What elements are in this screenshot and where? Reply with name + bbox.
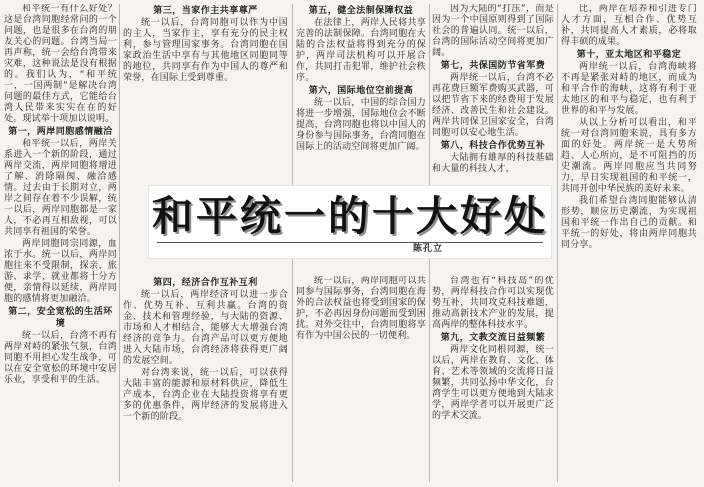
- paragraph: 和平统一有什么好处？这是台湾同胞经常问的一个问题，也是很多在台湾的朋友关心的问题。台湾当局一再声称，统一会给台湾带来灾难，这种说法是没有根据的。我们认为，“和平统一，一国两制”是解决台湾问题的最佳方式，它能给台湾人民带来实实在在的好处。现试举十项加以说明。: [4, 4, 117, 124]
- paragraph: 我们希望台湾同胞能够认清形势，顺应历史潮流，为实现祖国和平统一作出自己的贡献。和平统一的好处，将由两岸同胞共同分享。: [561, 196, 697, 250]
- section-heading: 第七，共保国防节省军费: [440, 61, 546, 71]
- paragraph: 两岸同胞同宗同源，血浓于水。统一以后，两岸同胞往来不受限制，探亲、旅游、求学、就业都将十分方便，亲情得以延续，两岸同胞的感情将更加融洽。: [4, 239, 117, 304]
- paragraph: 统一以后，中国的综合国力将进一步增强，国际地位会不断提高，台湾同胞也将以中国人的身份参与国际事务，台湾同胞在国际上的活动空间将更加广阔。: [296, 98, 426, 152]
- paragraph: 统一以后，两岸经济可以进一步合作、优势互补、互利共赢。台湾的资金、技术和管理经验，与大陆的资源、市场和人才相结合，能够大大增强台湾经济的竞争力。台湾产品可以更方便地进入大陆市场，台湾经济将获得更广阔的发展空间。: [123, 290, 288, 366]
- column-1: [4, 4, 117, 483]
- paragraph: 从以上分析可以看出，和平统一对台湾同胞来说，具有多方面的好处。两岸统一是大势所趋、人心所向，是不可阻挡的历史潮流。两岸同胞应当共同努力，早日实现祖国的和平统一，共同开创中华民族的美好未来。: [561, 118, 697, 194]
- paragraph: 两岸统一以后，台湾海峡将不再是紧张对峙的地区，而成为和平合作的海峡，这将有利于亚太地区的和平与稳定，也有利于世界的和平与发展。: [561, 62, 697, 116]
- section-heading: 第十，亚太地区和平稳定: [576, 50, 682, 60]
- section-heading: 第四，经济合作互补互利: [153, 278, 258, 288]
- paragraph: 和平统一以后，两岸关系进入一个新的阶段，通过两岸交流，两岸同胞将增进了解、消除隔阂、融洽感情。过去由于长期对立，两岸之间存在着不少误解，统一以后，两岸同胞都是一家人，不必再互相敌视，可以共同享有祖国的荣誉。: [4, 139, 117, 237]
- paragraph: 统一以后，台湾同胞可以作为中国的主人，当家作主，享有充分的民主权利，参与管理国家事务。台湾同胞在国家政治生活中享有与其他地区同胞同等的地位，共同享有作为中国人的尊严和荣誉，在国际上受到尊重。: [123, 18, 288, 83]
- column-5: [561, 4, 697, 483]
- section-heading: 第三，当家作主共享尊严: [153, 6, 258, 16]
- section-heading: 第八，科技合作优势互补: [440, 141, 546, 151]
- paragraph: 两岸文化同根同源，统一以后，两岸在教育、文化、体育、艺术等领域的交流将日益频繁，共同弘扬中华文化，台湾学生可以更方便地到大陆求学，两岸学者可以开展更广泛的学术交流。: [432, 345, 554, 421]
- section-heading: 第六，国际地位空前提高: [308, 86, 414, 96]
- column-2-bottom: [123, 276, 288, 483]
- paragraph: 统一以后，台湾不再有两岸对峙的紧张气氛，台湾同胞不用担心发生战争，可以在安全宽松的环境中安居乐业，享受和平的生活。: [4, 331, 117, 385]
- byline: 陈孔立: [413, 244, 444, 254]
- headline-title: 和平统一的十大好处: [152, 192, 548, 240]
- paragraph: 统一以后，两岸同胞可以共同参与国际事务，台湾同胞在海外的合法权益也将受到国家的保护，不必再因身份问题而受到困扰。对外交往中，台湾同胞将享有作为中国公民的一切便利。: [296, 276, 426, 341]
- column-3-bottom: [296, 276, 426, 483]
- paragraph: 台湾也有“科技岛”的优势，两岸科技合作可以实现优势互补，共同攻克科技难题，推动高新技术产业的发展，提高两岸的整体科技水平。: [432, 276, 554, 330]
- paragraph: 在法律上，两岸人民将共享完善的法制保障。台湾同胞在大陆的合法权益将得到充分的保护，两岸司法机构可以开展合作，共同打击犯罪，维护社会秩序。: [296, 18, 426, 83]
- headline-rule: [157, 242, 543, 243]
- column-divider: [119, 4, 120, 482]
- section-heading: 第九，文教交流日益频繁: [440, 333, 546, 343]
- paragraph: 比，两岸在培养和引进专门人才方面，互相合作、优势互补，共同提高人才素质，必将取得丰硕的成果。: [561, 4, 697, 47]
- column-3-top: [296, 4, 426, 180]
- paragraph: 因为大陆的“打压”，而是因为一个中国原则得到了国际社会的普遍认同。统一以后，台湾的国际活动空间将更加广阔。: [432, 4, 554, 58]
- column-4-bottom: [432, 276, 554, 483]
- section-heading: 第五，健全法制保障权益: [308, 6, 414, 16]
- column-2-top: [123, 4, 288, 180]
- column-divider: [557, 4, 558, 482]
- section-heading: 第一，两岸同胞感情融洽: [8, 127, 113, 137]
- paragraph: 两岸统一以后，台湾不必再花费巨额军费购买武器，可以把节省下来的经费用于发展经济、改善民生和社会建设。两岸共同保卫国家安全，台湾同胞可以安心地生活。: [432, 73, 554, 138]
- column-4-top: [432, 4, 554, 180]
- section-heading: 第二，安全宽松的生活环境: [8, 307, 113, 329]
- paragraph: 大陆拥有雄厚的科技基础和大量的科技人才，: [432, 153, 554, 174]
- headline-banner: [149, 186, 551, 258]
- paragraph: 对台湾来说，统一以后，可以获得大陆丰富的能源和原材料供应，降低生产成本，台湾企业在大陆投资将享有更多的优惠条件，两岸经济的发展将进入一个新的阶段。: [123, 368, 288, 422]
